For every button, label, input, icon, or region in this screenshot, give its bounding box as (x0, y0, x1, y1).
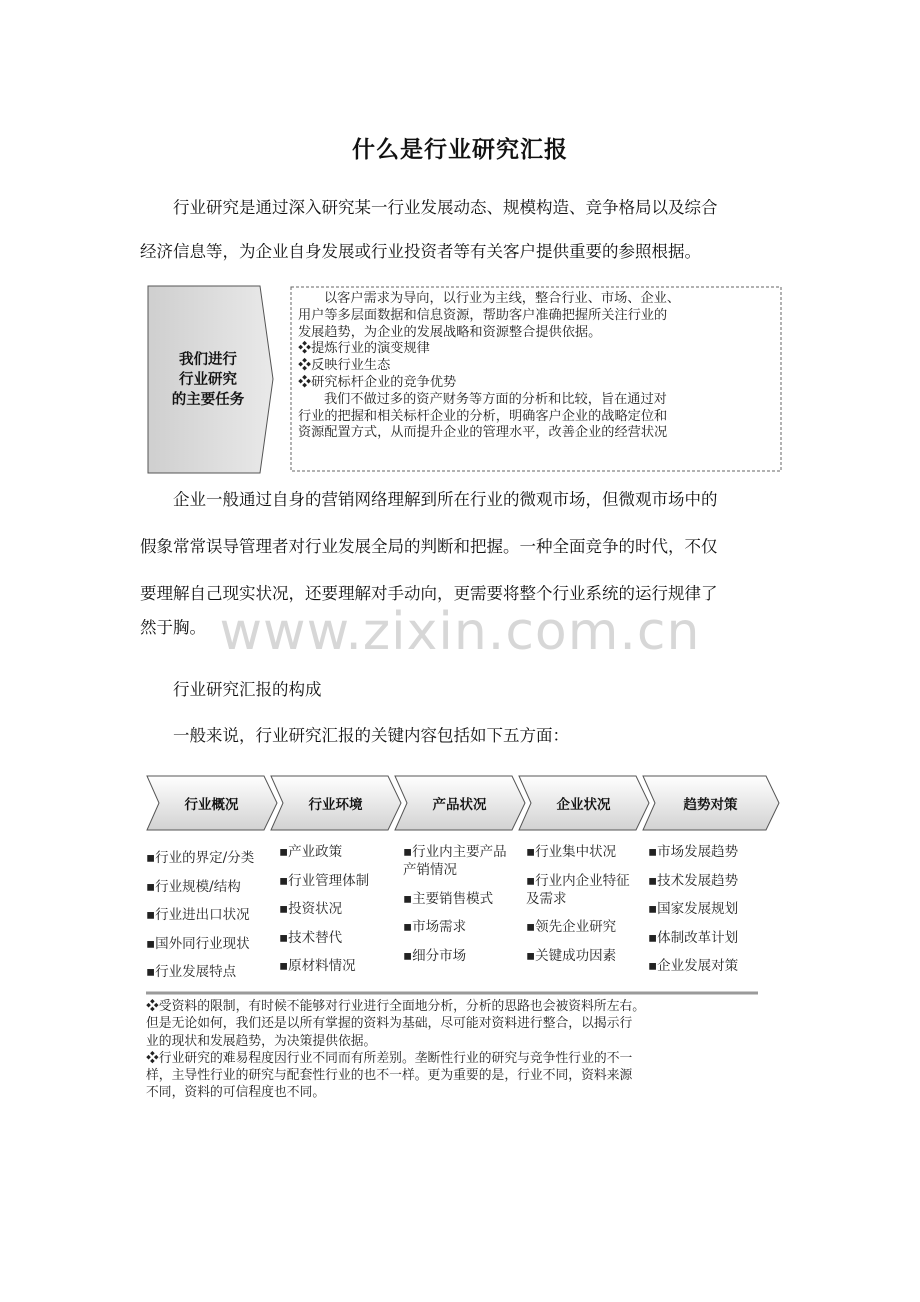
tasks-label-line-2: 行业研究 (179, 372, 237, 388)
list-item: ▪关键成功因素 (526, 947, 617, 964)
list-item: ▪企业发展对策 (648, 958, 739, 974)
column-title-1: 行业概况 (184, 797, 239, 813)
tasks-bullet: ❖反映行业生态 (298, 358, 391, 374)
intro-line-2: 经济信息等，为企业自身发展或行业投资者等有关客户提供重要的参照根据。 (140, 242, 701, 261)
list-item: ▪体制改革计划 (648, 929, 739, 946)
intro-line-1: 行业研究是通过深入研究某一行业发展动态、规模构造、竞争格局以及综合 (173, 198, 718, 217)
list-item: ▪市场发展趋势 (648, 844, 739, 860)
tasks-line: 用户等多层面数据和信息资源，帮助客户准确把握所关注行业的 (298, 307, 668, 323)
tasks-line: 我们不做过多的资产财务等方面的分析和比较，旨在通过对 (324, 391, 667, 407)
note-line: 样，主导性行业的研究与配套性行业的也不一样。更为重要的是，行业不同，资料来源 (146, 1068, 633, 1084)
tasks-line: 行业的把握和相关标杆企业的分析，明确客户企业的战略定位和 (298, 408, 668, 424)
list-item: ▪行业发展特点 (146, 964, 237, 980)
list-item: ▪国外同行业现状 (146, 935, 250, 952)
tasks-label-line-3: 的主要任务 (171, 392, 245, 408)
page-title: 什么是行业研究汇报 (352, 137, 568, 163)
list-item: ▪行业管理体制 (279, 872, 370, 889)
note-line: ❖受资料的限制，有时候不能够对行业进行全面地分析，分析的思路也会被资料所左右。 (146, 999, 646, 1014)
column-title-4: 企业状况 (556, 797, 611, 813)
list-item: ▪国家发展规划 (648, 901, 739, 917)
tasks-diagram (147, 285, 783, 474)
tasks-bullet: ❖研究标杆企业的竞争优势 (298, 374, 457, 390)
list-item: ▪行业内企业特征及需求 (526, 872, 630, 907)
components-diagram (146, 774, 782, 1119)
tasks-label (147, 350, 269, 410)
list-item: ▪行业的界定/分类 (146, 850, 255, 866)
list-item: ▪市场需求 (403, 919, 467, 935)
list-item: ▪行业集中状况 (526, 844, 617, 860)
column-3-list (403, 843, 511, 975)
intro-paragraph (140, 194, 780, 266)
tasks-line: 发展趋势，为企业的发展战略和资源整合提供依据。 (298, 324, 602, 340)
list-item: ▪领先企业研究 (526, 919, 617, 935)
note-line: 但是无论如何，我们还是以所有掌握的资料为基础，尽可能对资料进行整合，以揭示行 (146, 1016, 633, 1032)
note-line: 不同，资料的可信程度也不同。 (146, 1085, 326, 1101)
note-line: 业的现状和发展趋势，为决策提供依据。 (146, 1033, 377, 1049)
watermark: www.zixin.com.cn (219, 602, 701, 662)
column-title-2: 行业环境 (308, 797, 363, 813)
list-item: ▪原材料情况 (279, 958, 356, 974)
body-line-4: 然于胸。 (140, 618, 206, 637)
list-item: ▪技术替代 (279, 929, 343, 946)
tasks-line: 以客户需求为导向，以行业为主线，整合行业、市场、企业、 (324, 291, 681, 306)
list-item: ▪产业政策 (279, 844, 343, 860)
body-line-1: 企业一般通过自身的营销网络理解到所在行业的微观市场，但微观市场中的 (173, 490, 718, 509)
list-item: ▪技术发展趋势 (648, 872, 739, 889)
column-title-5: 趋势对策 (683, 797, 738, 813)
note-line: ❖行业研究的难易程度因行业不同而有所差别。垄断性行业的研究与竞争性行业的不一 (146, 1050, 633, 1066)
column-2-list (279, 843, 394, 986)
list-item: ▪行业规模/结构 (146, 878, 241, 895)
tasks-bullet: ❖提炼行业的演变规律 (298, 341, 430, 357)
list-item: ▪细分市场 (403, 947, 467, 964)
tasks-line: 资源配置方式，从而提升企业的管理水平，改善企业的经营状况 (298, 425, 668, 441)
list-item: ▪投资状况 (279, 901, 343, 917)
section-heading: 行业研究汇报的构成 (173, 680, 322, 699)
column-title-3: 产品状况 (432, 797, 487, 813)
body-line-2: 假象常常误导管理者对行业发展全局的判断和把握。一种全面竞争的时代，不仅 (140, 537, 718, 556)
list-item: ▪主要销售模式 (403, 890, 494, 907)
list-item: ▪行业内主要产品产销情况 (403, 844, 507, 878)
list-item: ▪行业进出口状况 (146, 907, 250, 923)
column-1-list (146, 843, 274, 992)
body-line-3: 要理解自己现实状况，还要理解对手动向，更需要将整个行业系统的运行规律了 (140, 584, 718, 603)
tasks-text (292, 288, 780, 470)
tasks-label-line-1: 我们进行 (179, 352, 237, 368)
column-4-list (526, 843, 634, 975)
column-5-list (648, 843, 782, 986)
notes-block (146, 998, 758, 1102)
section-intro: 一般来说，行业研究汇报的关键内容包括如下五方面： (173, 726, 569, 745)
